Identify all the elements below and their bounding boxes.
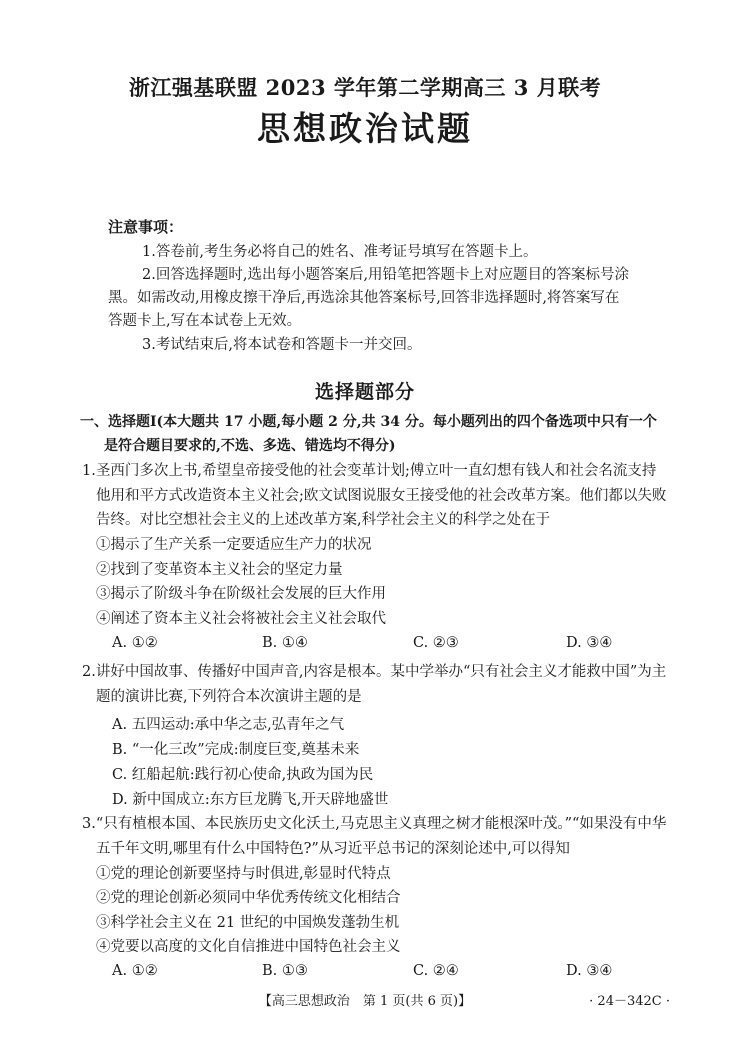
q2-option-b: B. “一化三改”完成:制度巨变,奠基未来 xyxy=(112,742,360,758)
q1-statement-4: ④阐述了资本主义社会将被社会主义社会取代 xyxy=(96,611,386,627)
q1-stem-line3: 告终。对比空想社会主义的上述改革方案,科学社会主义的科学之处在于 xyxy=(96,512,551,528)
notice-item-2c: 答题卡上,写在本试卷上无效。 xyxy=(108,313,302,329)
q2-option-d: D. 新中国成立:东方巨龙腾飞,开天辟地盛世 xyxy=(112,792,389,808)
footer-page-info: 【高三思想政治 第 1 页(共 6 页)】 xyxy=(258,994,472,1009)
section-instruction-line2: 是符合题目要求的,不选、多选、错选均不得分) xyxy=(104,438,396,454)
q3-option-a: A. ①② xyxy=(112,963,158,979)
q3-statement-4: ④党要以高度的文化自信推进中国特色社会主义 xyxy=(96,939,401,955)
q3-option-d: D. ③④ xyxy=(566,963,613,979)
notice-heading: 注意事项： xyxy=(108,218,184,236)
q1-option-b: B. ①④ xyxy=(262,635,308,651)
q3-stem-line1: 3.“只有植根本国、本民族历史文化沃土,马克思主义真理之树才能根深叶茂。”“如果没有中华 xyxy=(82,816,667,832)
q1-stem-line2: 他用和平方式改造资本主义社会;欧文试图说服女王接受他的社会改革方案。他们都以失败 xyxy=(96,488,667,504)
section-instruction-line1: 一、选择题Ⅰ(本大题共 17 小题,每小题 2 分,共 34 分。每小题列出的四个备选项中只有一个 xyxy=(80,414,657,430)
q2-stem-line1: 2.讲好中国故事、传播好中国声音,内容是根本。某中学举办“只有社会主义才能救中国”为主 xyxy=(82,664,667,680)
notice-item-1: 1.答卷前,考生务必将自己的姓名、准考证号填写在答题卡上。 xyxy=(142,244,538,260)
footer-paper-code: · 24－342C · xyxy=(589,994,670,1009)
q2-option-a: A. 五四运动:承中华之志,弘青年之气 xyxy=(112,717,345,733)
q3-stem-line2: 五千年文明,哪里有什么中国特色?”从习近平总书记的深刻论述中,可以得知 xyxy=(96,841,570,857)
q2-option-c: C. 红船起航:践行初心使命,执政为国为民 xyxy=(112,767,374,783)
section-title: 选择题部分 xyxy=(314,381,415,403)
notice-item-2b: 黑。如需改动,用橡皮擦干净后,再选涂其他答案标号,回答非选择题时,将答案写在 xyxy=(108,290,620,306)
q1-option-c: C. ②③ xyxy=(413,635,459,651)
q2-stem-line2: 题的演讲比赛,下列符合本次演讲主题的是 xyxy=(96,689,362,705)
q1-statement-2: ②找到了变革资本主义社会的坚定力量 xyxy=(96,562,343,578)
q1-stem-line1: 1.圣西门多次上书,希望皇帝接受他的社会变革计划;傅立叶一直幻想有钱人和社会名流支持 xyxy=(82,463,657,479)
notice-item-3: 3.考试结束后,将本试卷和答题卡一并交回。 xyxy=(142,337,422,353)
q3-statement-2: ②党的理论创新必须同中华优秀传统文化相结合 xyxy=(96,890,401,906)
q1-option-a: A. ①② xyxy=(112,635,158,651)
q1-statement-3: ③揭示了阶级斗争在阶级社会发展的巨大作用 xyxy=(96,586,386,602)
q3-statement-1: ①党的理论创新要坚持与时俱进,彰显时代特点 xyxy=(96,866,391,882)
notice-item-2a: 2.回答选择题时,选出每小题答案后,用铅笔把答题卡上对应题目的答案标号涂 xyxy=(142,267,630,283)
exam-title-subject: 思想政治试题 xyxy=(257,109,473,148)
q3-option-c: C. ②④ xyxy=(413,963,459,979)
q3-statement-3: ③科学社会主义在 21 世纪的中国焕发蓬勃生机 xyxy=(96,915,400,931)
q1-option-d: D. ③④ xyxy=(566,635,613,651)
exam-title-line1: 浙江强基联盟 2023 学年第二学期高三 3 月联考 xyxy=(128,75,602,100)
q3-option-b: B. ①③ xyxy=(262,963,308,979)
q1-statement-1: ①揭示了生产关系一定要适应生产力的状况 xyxy=(96,537,372,553)
